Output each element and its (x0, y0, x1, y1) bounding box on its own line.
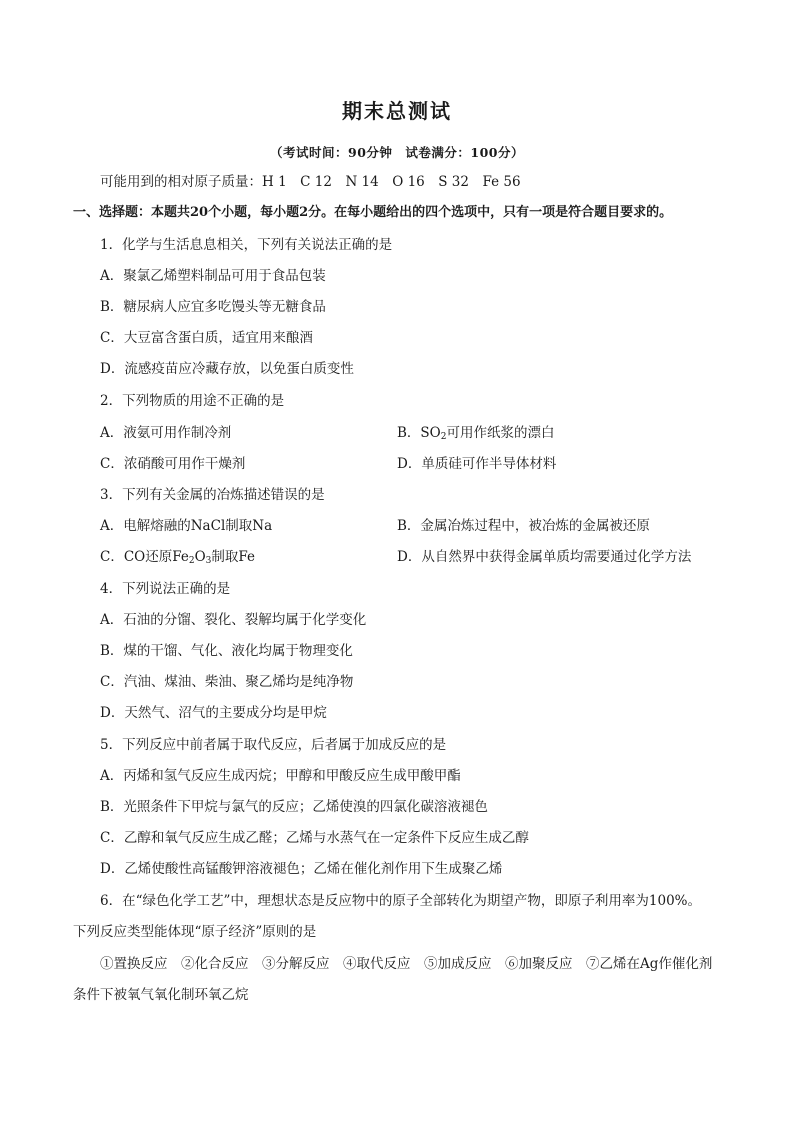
question-4-option-b: B．煤的干馏、气化、液化均属于物理变化 (100, 643, 353, 659)
option-c-prefix: C．CO还原Fe (100, 549, 189, 565)
question-5-stem: 5．下列反应中前者属于取代反应，后者属于加成反应的是 (100, 737, 447, 753)
question-2-option-c: C．浓硝酸可用作干燥剂 (100, 456, 246, 472)
option-c-suffix: 制取Fe (211, 549, 256, 565)
question-1-option-d: D．流感疫苗应冷藏存放，以免蛋白质变性 (100, 361, 354, 377)
subscript: 2 (440, 432, 447, 442)
question-1-option-c: C．大豆富含蛋白质，适宜用来酿酒 (100, 330, 313, 346)
question-5-option-b: B．光照条件下甲烷与氯气的反应；乙烯使溴的四氯化碳溶液褪色 (100, 799, 488, 815)
question-3-option-d: D．从自然界中获得金属单质均需要通过化学方法 (397, 549, 692, 565)
question-1-stem: 1．化学与生活息息相关，下列有关说法正确的是 (100, 237, 393, 253)
exam-subtitle: （考试时间：90分钟 试卷满分：100分） (270, 145, 524, 160)
option-b-suffix: 可用作纸浆的漂白 (446, 425, 555, 441)
option-c-mid: O (194, 549, 206, 565)
question-4-option-c: C．汽油、煤油、柴油、聚乙烯均是纯净物 (100, 674, 354, 690)
question-4-option-a: A．石油的分馏、裂化、裂解均属于化学变化 (100, 612, 367, 628)
question-6-options-line-2: 条件下被氧气氧化制环氧乙烷 (73, 987, 249, 1003)
exam-title: 期末总测试 (342, 99, 452, 123)
subscript: 3 (205, 556, 212, 566)
question-3-option-a: A．电解熔融的NaCl制取Na (100, 518, 273, 534)
question-3-option-c (100, 547, 255, 567)
section-heading: 一、选择题：本题共20个小题，每小题2分。在每小题给出的四个选项中，只有一项是符合题目要求的。 (73, 205, 673, 220)
question-1-option-a: A．聚氯乙烯塑料制品可用于食品包装 (100, 268, 326, 284)
question-3-option-b: B．金属冶炼过程中，被冶炼的金属被还原 (397, 518, 650, 534)
subscript: 2 (188, 556, 195, 566)
question-2-stem: 2．下列物质的用途不正确的是 (100, 393, 285, 409)
question-2-option-d: D．单质硅可作半导体材料 (397, 456, 557, 472)
question-6-stem-line-1: 6．在“绿色化学工艺”中，理想状态是反应物中的原子全部转化为期望产物，即原子利用率为100%。 (100, 893, 701, 909)
question-2-option-a: A．液氨可用作制冷剂 (100, 425, 232, 441)
question-4-stem: 4．下列说法正确的是 (100, 581, 231, 597)
question-5-option-a: A．丙烯和氢气反应生成丙烷；甲醇和甲酸反应生成甲酸甲酯 (100, 768, 461, 784)
question-5-option-c: C．乙醇和氧气反应生成乙醛；乙烯与水蒸气在一定条件下反应生成乙醇 (100, 830, 529, 846)
question-4-option-d: D．天然气、沼气的主要成分均是甲烷 (100, 705, 327, 721)
question-1-option-b: B．糖尿病人应宜多吃馒头等无糖食品 (100, 299, 326, 315)
atomic-mass-line: 可能用到的相对原子质量：H 1 C 12 N 14 O 16 S 32 Fe 56 (100, 174, 521, 190)
question-3-stem: 3．下列有关金属的冶炼描述错误的是 (100, 487, 325, 503)
question-2-option-b (397, 423, 554, 443)
option-b-prefix: B．SO (397, 425, 441, 441)
question-6-options-line-1: ①置换反应 ②化合反应 ③分解反应 ④取代反应 ⑤加成反应 ⑥加聚反应 ⑦乙烯在Ag作催化剂 (100, 956, 713, 972)
question-5-option-d: D．乙烯使酸性高锰酸钾溶液褪色；乙烯在催化剂作用下生成聚乙烯 (100, 861, 503, 877)
question-6-stem-line-2: 下列反应类型能体现“原子经济”原则的是 (73, 924, 317, 940)
